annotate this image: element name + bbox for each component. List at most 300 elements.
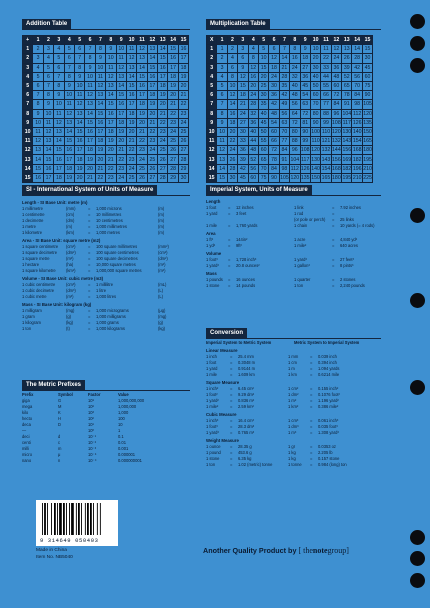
- table-cell: 60: [269, 127, 279, 136]
- table-cell: 29: [178, 164, 188, 173]
- table-cell: 77: [321, 100, 331, 109]
- unit-cell: 1 square kilometre: [22, 268, 56, 273]
- table-cell: 18: [95, 137, 105, 146]
- table-cell: 19: [85, 155, 95, 164]
- unit-cell: 1 mile²: [294, 243, 307, 248]
- row-header-cell: 9: [23, 118, 33, 127]
- table-cell: 96: [331, 109, 341, 118]
- table-cell: 33: [238, 137, 248, 146]
- prefix-cell: 10⁻⁹: [88, 458, 97, 463]
- table-cell: 13: [85, 100, 95, 109]
- binder-hole: [410, 14, 425, 29]
- header-cell: 8: [106, 36, 116, 45]
- unit-cell: =: [230, 430, 233, 435]
- table-cell: 26: [147, 164, 157, 173]
- table-cell: 14: [147, 54, 157, 63]
- table-cell: 15: [126, 81, 136, 90]
- table-cell: 19: [178, 72, 188, 81]
- unit-cell: =: [310, 366, 313, 371]
- header-cell: 7: [279, 36, 289, 45]
- table-cell: 17: [137, 91, 147, 100]
- barcode-bar: [93, 503, 94, 535]
- unit-cell: 1 centimetre: [22, 212, 45, 217]
- group-heading: Cubic Measure: [206, 412, 237, 417]
- table-cell: 28: [158, 173, 168, 182]
- table-cell: 19: [64, 173, 74, 182]
- table-cell: 14: [158, 45, 168, 54]
- table-cell: 18: [64, 164, 74, 173]
- table-row: [23, 173, 189, 182]
- table-cell: 21: [116, 146, 126, 155]
- table-cell: 24: [238, 109, 248, 118]
- unit-row: [206, 462, 381, 468]
- table-cell: 4: [33, 63, 43, 72]
- group-heading: Area - SI Base Unit: square metre (m2): [22, 238, 101, 243]
- table-cell: 16: [137, 81, 147, 90]
- unit-cell: 1 metre: [22, 224, 36, 229]
- unit-cell: 1 yard³: [206, 263, 219, 268]
- unit-cell: 1 kg: [288, 450, 296, 455]
- unit-cell: =: [310, 450, 313, 455]
- table-cell: 20: [95, 155, 105, 164]
- table-cell: 10: [33, 118, 43, 127]
- table-cell: 5: [64, 45, 74, 54]
- table-cell: 11: [33, 127, 43, 136]
- table-cell: 18: [106, 127, 116, 136]
- row-header-cell: 14: [23, 164, 33, 173]
- prefix-cell: 1: [118, 428, 121, 433]
- table-row: [23, 54, 189, 63]
- table-cell: 50: [310, 81, 320, 90]
- table-cell: 117: [342, 119, 351, 126]
- table-cell: 84: [269, 164, 279, 173]
- table-cell: 10: [227, 81, 237, 90]
- table-cell: 22: [147, 127, 157, 136]
- operator-cell: X: [207, 36, 217, 45]
- table-row: [207, 72, 373, 81]
- table-cell: 27: [178, 146, 188, 155]
- row-header-cell: 7: [207, 100, 217, 109]
- table-cell: 40: [310, 72, 320, 81]
- table-cell: 16: [227, 109, 237, 118]
- unit-cell: 1 gr: [288, 444, 296, 449]
- table-row: [23, 137, 189, 146]
- table-cell: 15: [147, 63, 157, 72]
- unit-cell: =: [230, 366, 233, 371]
- table-row: [207, 45, 373, 54]
- prefix-cell: kilo: [22, 410, 29, 415]
- row-header-cell: 4: [207, 72, 217, 81]
- table-cell: 14: [126, 72, 136, 81]
- table-cell: 5: [54, 54, 64, 63]
- table-cell: 180: [363, 147, 372, 154]
- table-cell: 11: [106, 63, 116, 72]
- table-cell: 48: [248, 146, 258, 155]
- unit-cell: 1 cubic decimetre: [22, 288, 55, 293]
- unit-cell: 0.039 inch: [318, 354, 337, 359]
- unit-cell: 1 km: [288, 372, 297, 377]
- table-cell: 16: [33, 173, 43, 182]
- row-header-cell: 1: [207, 45, 217, 54]
- table-cell: 35: [279, 81, 289, 90]
- unit-cell: 0.836 m²: [238, 398, 255, 403]
- unit-cell: =: [88, 250, 91, 255]
- unit-cell: =: [230, 444, 233, 449]
- barcode-bar: [59, 503, 62, 535]
- unit-cell: =: [230, 462, 233, 467]
- unit-cell: (cm²): [158, 250, 168, 255]
- unit-cell: 1 mm: [288, 354, 299, 359]
- unit-cell: 1 kilometre: [22, 230, 43, 235]
- table-cell: 17: [147, 81, 157, 90]
- row-header-cell: 6: [207, 91, 217, 100]
- row-header-cell: 11: [23, 137, 33, 146]
- table-cell: 24: [248, 91, 258, 100]
- table-cell: 165: [321, 174, 331, 181]
- row-header-cell: 10: [23, 127, 33, 136]
- unit-cell: 1 chain: [294, 223, 308, 228]
- table-cell: 65: [342, 81, 352, 90]
- unit-cell: 1 inch²: [206, 386, 219, 391]
- unit-cell: 1 litre: [96, 288, 107, 293]
- unit-cell: =: [88, 320, 91, 325]
- unit-cell: 1 ounce: [206, 444, 221, 449]
- unit-cell: (m²): [158, 262, 166, 267]
- prefix-cell: n: [58, 458, 61, 463]
- table-cell: 196: [352, 165, 362, 172]
- barcode-bar: [69, 503, 70, 535]
- table-cell: 11: [54, 109, 64, 118]
- table-cell: 19: [95, 146, 105, 155]
- unit-cell: 0.061 inch³: [318, 418, 339, 423]
- table-cell: 12: [64, 109, 74, 118]
- table-cell: 25: [258, 81, 268, 90]
- table-cell: 13: [64, 118, 74, 127]
- unit-cell: (t): [66, 326, 70, 331]
- unit-cell: (m): [66, 224, 73, 229]
- table-cell: 26: [178, 137, 188, 146]
- unit-cell: =: [230, 360, 233, 365]
- unit-cell: =: [310, 456, 313, 461]
- unit-cell: 1 millilitre: [96, 282, 114, 287]
- table-cell: 12: [33, 137, 43, 146]
- header-cell: 14: [352, 36, 362, 45]
- header-cell: 13: [158, 36, 168, 45]
- table-cell: 21: [85, 173, 95, 182]
- table-cell: 96: [290, 146, 300, 155]
- prefix-cell: micro: [22, 452, 33, 457]
- table-cell: 12: [227, 91, 237, 100]
- table-cell: 24: [126, 164, 136, 173]
- unit-cell: (L): [158, 288, 164, 293]
- unit-cell: =: [88, 262, 91, 267]
- table-cell: 156: [342, 147, 352, 154]
- unit-cell: =: [228, 223, 231, 228]
- unit-cell: 1,000 kilograms: [96, 326, 125, 331]
- table-cell: 4: [227, 54, 237, 63]
- unit-cell: 28.3 dm³: [238, 424, 255, 429]
- table-cell: 8: [290, 45, 300, 54]
- unit-cell: (m): [158, 212, 165, 217]
- brand-post: group]: [327, 546, 349, 555]
- prefix-cell: m: [58, 446, 62, 451]
- table-cell: 120: [290, 174, 300, 181]
- unit-cell: 1 yard: [206, 211, 218, 216]
- group-heading: Mass - SI Base Unit: kilogram (kg): [22, 302, 92, 307]
- prefix-cell: 100: [118, 416, 125, 421]
- unit-cell: 1 mile: [206, 372, 217, 377]
- unit-cell: 100 square centimetres: [96, 250, 139, 255]
- table-row: [207, 91, 373, 100]
- table-cell: 22: [116, 155, 126, 164]
- unit-cell: 1 decimetre: [22, 218, 44, 223]
- table-cell: 9: [300, 45, 310, 54]
- table-cell: 6: [64, 54, 74, 63]
- table-cell: 120: [332, 128, 341, 135]
- table-cell: 56: [290, 100, 300, 109]
- header-cell: 8: [290, 36, 300, 45]
- barcode-bar: [47, 503, 48, 535]
- table-cell: 20: [85, 164, 95, 173]
- table-cell: 18: [178, 63, 188, 72]
- binder-hole: [410, 551, 425, 566]
- unit-cell: 1 gallon³: [294, 263, 310, 268]
- operator-cell: +: [23, 36, 33, 45]
- table-cell: 130: [311, 156, 320, 163]
- unit-cell: =: [310, 404, 313, 409]
- table-cell: 110: [321, 128, 331, 135]
- unit-cell: 1 yd²: [206, 243, 216, 248]
- table-cell: 21: [238, 100, 248, 109]
- table-cell: 11: [126, 45, 136, 54]
- table-cell: 20: [248, 81, 258, 90]
- prefix-cell: G: [58, 398, 62, 403]
- brand-line: [203, 546, 349, 555]
- unit-cell: (m): [158, 206, 165, 211]
- table-cell: 45: [300, 81, 310, 90]
- addition-table-title: Addition Table: [22, 19, 71, 29]
- table-cell: 5: [43, 63, 53, 72]
- table-cell: 55: [258, 137, 268, 146]
- unit-cell: =: [332, 205, 335, 210]
- made-in-text: Made in China: [36, 548, 67, 553]
- table-cell: 10: [106, 54, 116, 63]
- table-cell: 72: [300, 109, 310, 118]
- group-heading: Volume - SI Base Unit: cubic metre (m3): [22, 276, 104, 281]
- row-header-cell: 2: [207, 54, 217, 63]
- table-cell: 20: [147, 109, 157, 118]
- table-cell: 19: [158, 91, 168, 100]
- unit-cell: 1 inch: [206, 354, 217, 359]
- table-cell: 5: [258, 45, 268, 54]
- table-cell: 21: [178, 91, 188, 100]
- table-cell: 66: [269, 137, 279, 146]
- table-cell: 84: [352, 91, 362, 100]
- table-cell: 12: [116, 63, 126, 72]
- group-heading: Length: [206, 199, 221, 204]
- table-cell: 60: [331, 81, 341, 90]
- table-cell: 27: [238, 118, 248, 127]
- prefix-cell: 0.01: [118, 440, 126, 445]
- table-cell: 36: [248, 118, 258, 127]
- table-cell: 15: [168, 45, 178, 54]
- table-cell: 16: [126, 91, 136, 100]
- table-cell: 20: [126, 127, 136, 136]
- unit-cell: 100 square decimetres: [96, 256, 138, 261]
- table-cell: 75: [362, 81, 372, 90]
- unit-cell: =: [88, 256, 91, 261]
- table-cell: 6: [54, 63, 64, 72]
- column-head: Metric System to Imperial System: [294, 340, 360, 345]
- unit-cell: 6.45 cm²: [238, 386, 254, 391]
- unit-cell: 1.609 km: [238, 372, 255, 377]
- table-cell: 7: [85, 45, 95, 54]
- table-cell: 72: [269, 146, 279, 155]
- table-cell: 7: [74, 54, 84, 63]
- table-cell: 121: [321, 138, 331, 145]
- unit-cell: =: [332, 283, 335, 288]
- table-cell: 24: [158, 137, 168, 146]
- table-cell: 13: [33, 146, 43, 155]
- table-row: [23, 81, 189, 90]
- table-cell: 30: [227, 173, 237, 182]
- table-row: [23, 164, 189, 173]
- table-cell: 144: [332, 147, 341, 154]
- prefix-cell: 10: [118, 422, 123, 427]
- table-row: [207, 109, 373, 118]
- unit-cell: 1 quarter: [294, 277, 311, 282]
- table-cell: 28: [178, 155, 188, 164]
- table-cell: 100: [311, 128, 320, 135]
- table-cell: 24: [116, 173, 126, 182]
- table-cell: 14: [352, 45, 362, 54]
- prefix-cell: 10⁻²: [88, 440, 97, 445]
- table-cell: 126: [352, 119, 362, 126]
- table-cell: 80: [310, 109, 320, 118]
- table-cell: 15: [74, 127, 84, 136]
- table-cell: 18: [238, 91, 248, 100]
- prefix-cell: 0.000001: [118, 452, 136, 457]
- table-cell: 52: [248, 155, 258, 164]
- unit-cell: (mg): [158, 314, 167, 319]
- table-cell: 24: [227, 146, 237, 155]
- table-cell: 80: [290, 127, 300, 136]
- prefix-cell: 10⁻¹: [88, 434, 97, 439]
- table-cell: 15: [43, 155, 53, 164]
- unit-cell: 0.6214 mile: [318, 372, 340, 377]
- table-cell: 77: [279, 137, 289, 146]
- table-cell: 11: [95, 72, 105, 81]
- unit-cell: 1 dm²: [288, 392, 299, 397]
- table-cell: 23: [116, 164, 126, 173]
- unit-cell: =: [88, 326, 91, 331]
- table-cell: 22: [178, 100, 188, 109]
- unit-cell: (L): [158, 294, 164, 299]
- unit-row: [206, 283, 381, 289]
- table-row: [23, 109, 189, 118]
- table-cell: 9: [95, 54, 105, 63]
- prefix-cell: μ: [58, 452, 61, 457]
- table-cell: 88: [321, 109, 331, 118]
- divider: [22, 29, 190, 30]
- table-cell: 104: [342, 110, 352, 117]
- unit-cell: 1 yard³: [294, 257, 307, 262]
- barcode-bar: [81, 503, 82, 535]
- table-cell: 20: [74, 173, 84, 182]
- table-cell: 60: [310, 91, 320, 100]
- divider: [206, 29, 381, 30]
- table-cell: 16: [147, 72, 157, 81]
- column-head: Prefix: [22, 392, 34, 397]
- prefix-cell: 10⁶: [88, 404, 95, 409]
- table-cell: 12: [217, 146, 227, 155]
- unit-cell: (g): [66, 314, 72, 319]
- unit-cell: =: [228, 205, 231, 210]
- row-header-cell: 8: [23, 109, 33, 118]
- unit-cell: =: [310, 392, 313, 397]
- table-cell: 30: [310, 63, 320, 72]
- unit-cell: 1 square decimetre: [22, 250, 58, 255]
- table-cell: 14: [217, 164, 227, 173]
- unit-cell: 1 hectare: [22, 262, 40, 267]
- table-cell: 54: [269, 118, 279, 127]
- unit-cell: (dm): [66, 218, 75, 223]
- prefix-cell: 10⁻³: [88, 446, 97, 451]
- table-cell: 6: [74, 45, 84, 54]
- table-row: [23, 146, 189, 155]
- unit-cell: 0.386 mile²: [318, 404, 339, 409]
- table-cell: 110: [311, 138, 320, 145]
- unit-cell: =: [228, 277, 231, 282]
- table-cell: 180: [332, 174, 341, 181]
- table-cell: 36: [300, 72, 310, 81]
- binder-hole: [410, 530, 425, 545]
- unit-row: [206, 223, 381, 229]
- barcode-bar: [76, 503, 77, 535]
- table-cell: 19: [106, 137, 116, 146]
- prefix-cell: 10⁻⁶: [88, 452, 97, 457]
- brand-bold: note: [312, 546, 328, 555]
- table-cell: 22: [95, 173, 105, 182]
- prefix-cell: deci: [22, 434, 30, 439]
- table-cell: 26: [168, 146, 178, 155]
- unit-cell: (mL): [158, 282, 167, 287]
- table-cell: 17: [95, 127, 105, 136]
- prefix-cell: 1,000: [118, 410, 129, 415]
- unit-cell: 1,000 grams: [96, 320, 119, 325]
- table-cell: 169: [342, 156, 352, 163]
- header-cell: 4: [64, 36, 74, 45]
- table-cell: 42: [238, 164, 248, 173]
- unit-cell: (m³): [66, 294, 74, 299]
- table-cell: 19: [126, 118, 136, 127]
- header-cell: 15: [178, 36, 188, 45]
- header-cell: 6: [269, 36, 279, 45]
- table-cell: 154: [352, 138, 362, 145]
- binder-hole: [410, 573, 425, 588]
- unit-cell: 25.4 mm: [238, 354, 254, 359]
- table-cell: 90: [362, 91, 372, 100]
- prefix-cell: 0.000000001: [118, 458, 142, 463]
- unit-cell: =: [230, 392, 233, 397]
- multiplication-table: [206, 35, 373, 183]
- table-cell: 10: [116, 45, 126, 54]
- imperial-units-section: [206, 197, 381, 289]
- table-cell: 24: [331, 54, 341, 63]
- unit-cell: =: [228, 211, 231, 216]
- table-cell: 2: [227, 45, 237, 54]
- row-header-cell: 9: [207, 118, 217, 127]
